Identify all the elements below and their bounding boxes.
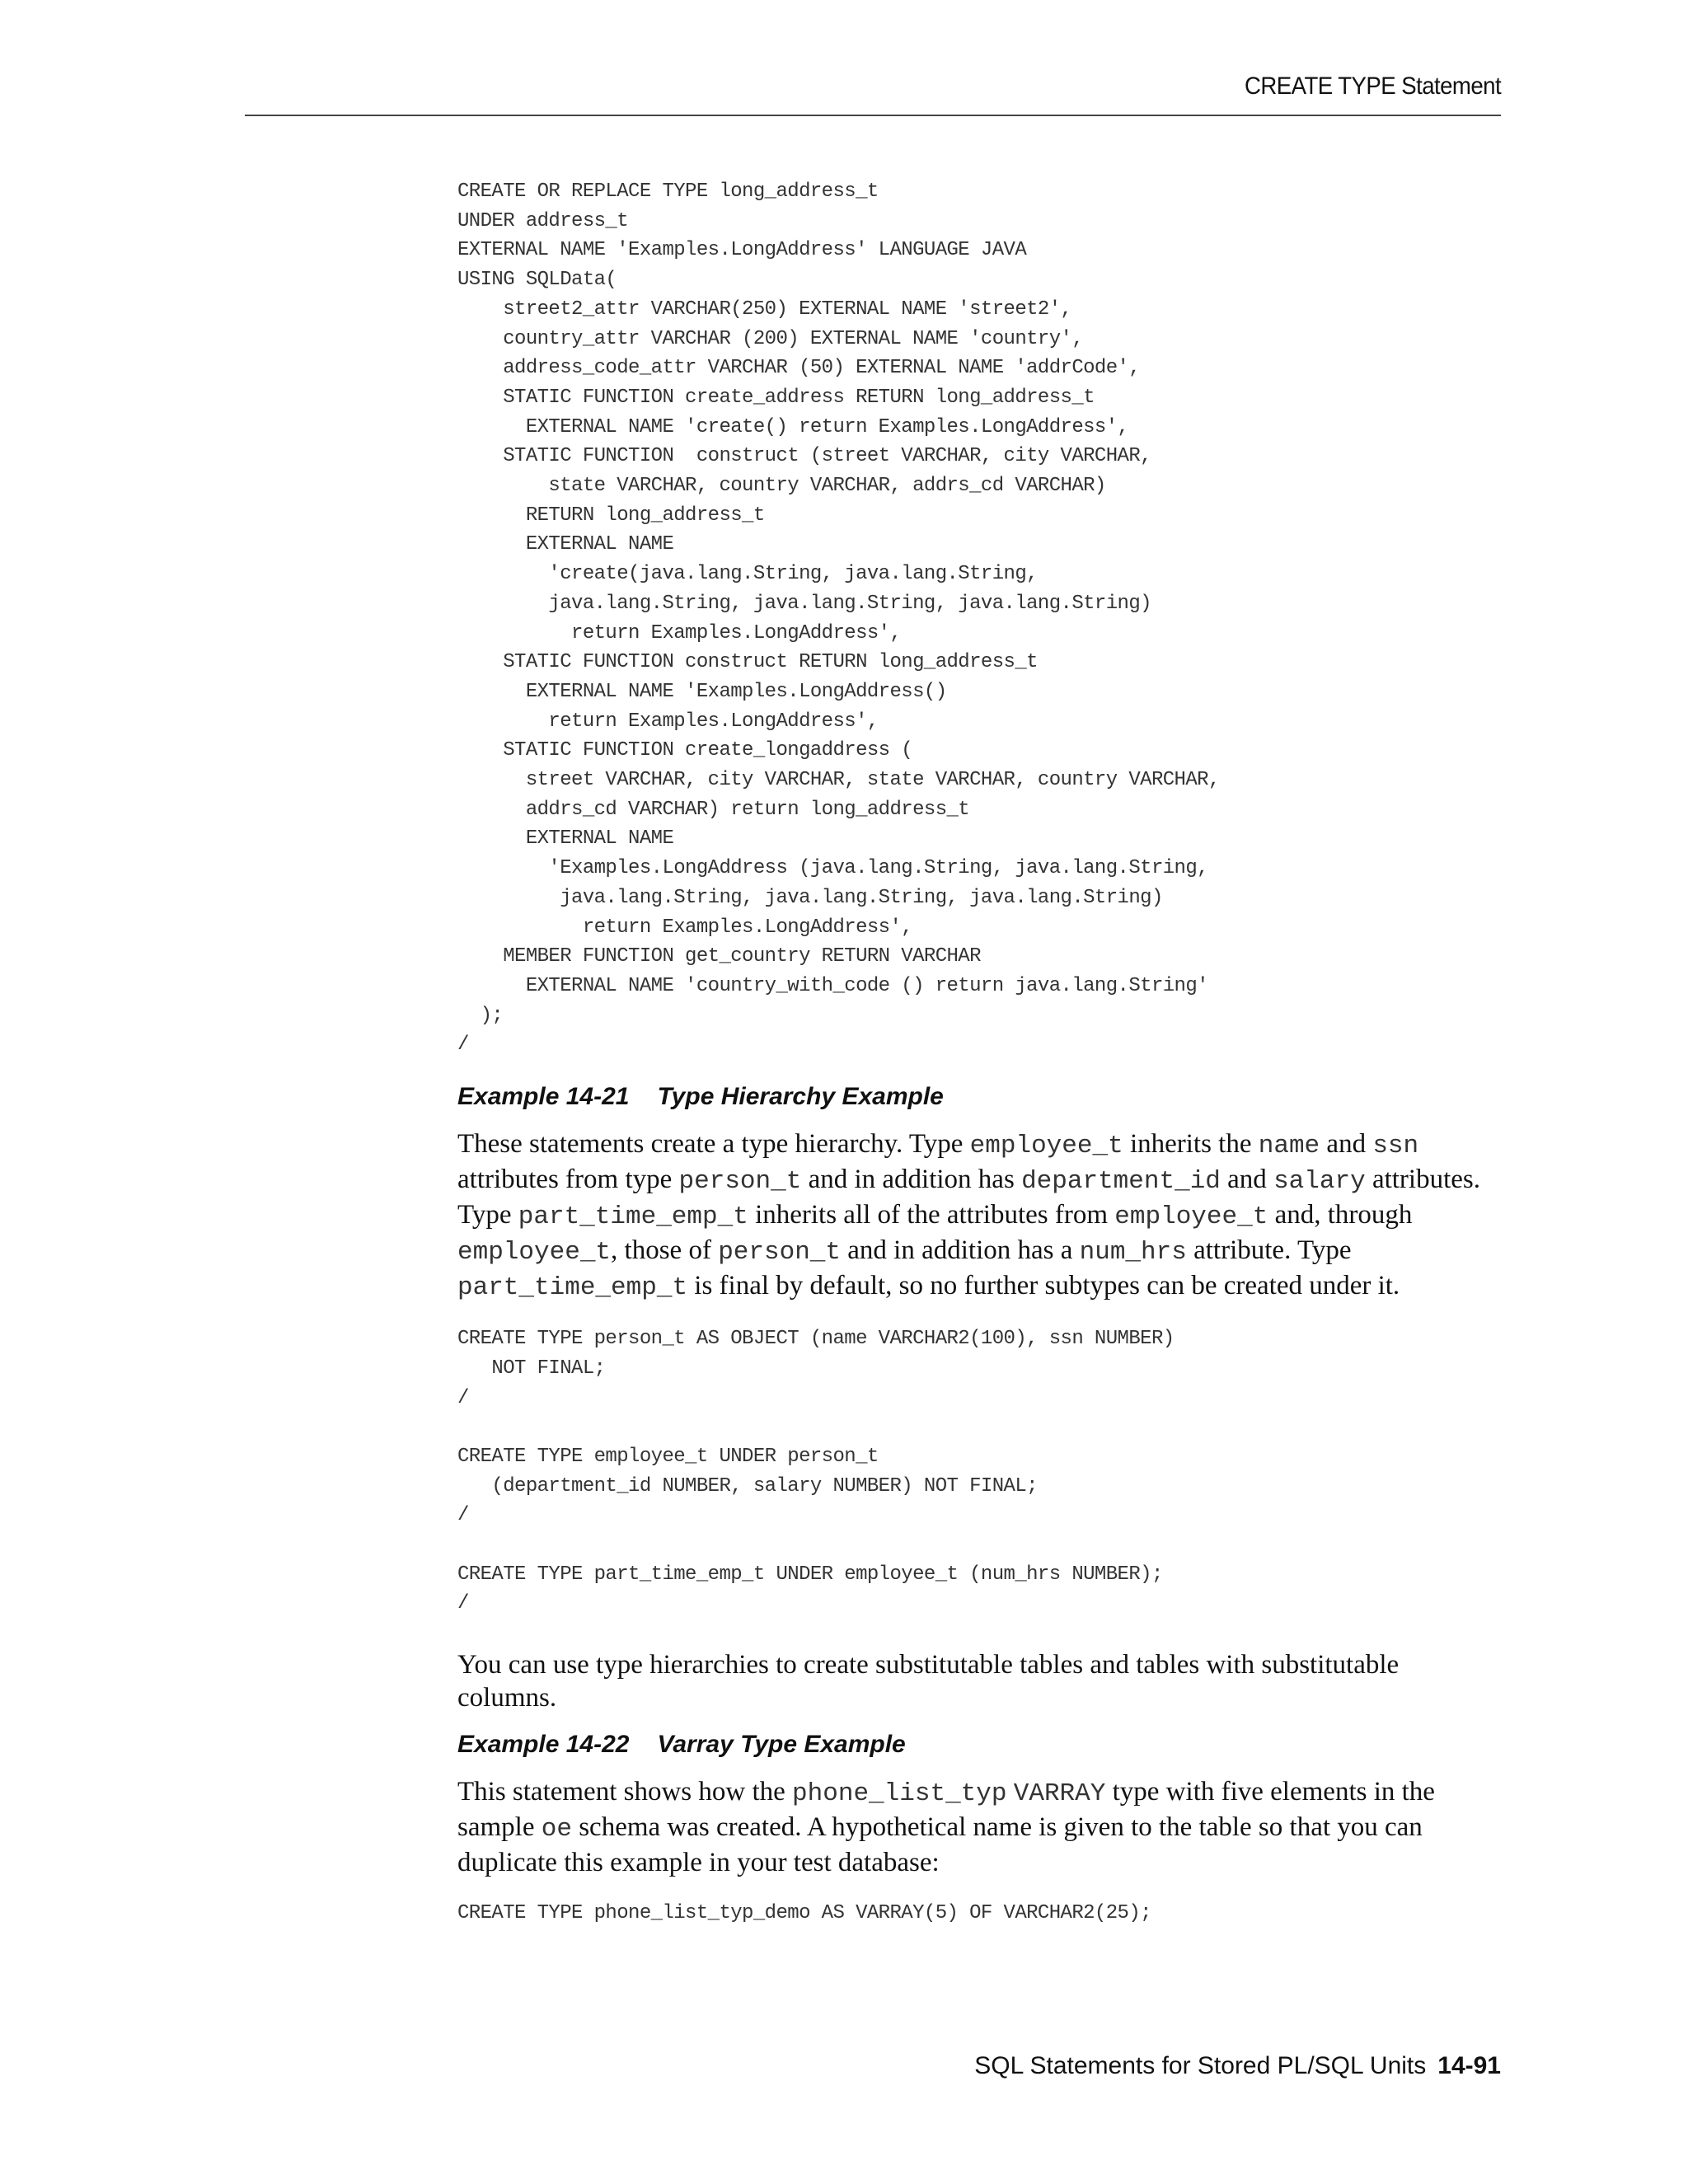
- paragraph-text: [1007, 1777, 1014, 1807]
- example-title-text: Varray Type Example: [657, 1731, 906, 1759]
- footer-book-title: SQL Statements for Stored PL/SQL Units: [974, 2052, 1427, 2079]
- inline-code: part_time_emp_t: [518, 1202, 748, 1232]
- inline-code: VARRAY: [1013, 1779, 1106, 1809]
- substitutable-paragraph: You can use type hierarchies to create substitutable tables and tables with substitutable columns.: [457, 1650, 1400, 1713]
- paragraph-text: and: [1220, 1165, 1274, 1195]
- example-number: Example 14-21: [457, 1083, 630, 1111]
- paragraph-text: schema was created. A hypothetical name is given to the table so that you can duplicate this example in your test database:: [457, 1812, 1423, 1878]
- inline-code: oe: [541, 1815, 572, 1844]
- header-divider: [245, 115, 1501, 116]
- running-header-title: CREATE TYPE Statement: [1244, 73, 1501, 100]
- inline-code: num_hrs: [1079, 1238, 1187, 1268]
- example-14-22-title: [457, 1731, 1529, 1759]
- inline-code: ssn: [1372, 1132, 1419, 1161]
- inline-code: part_time_emp_t: [457, 1273, 688, 1303]
- inline-code: department_id: [1021, 1167, 1221, 1197]
- paragraph-text: is final by default, so no further subtypes can be created under it.: [687, 1271, 1400, 1301]
- example-14-22-paragraph: [457, 1775, 1496, 1879]
- paragraph-text: , those of: [611, 1235, 719, 1266]
- paragraph-text: and: [1320, 1129, 1373, 1160]
- example-title-text: Type Hierarchy Example: [657, 1083, 944, 1111]
- inline-code: name: [1258, 1132, 1320, 1161]
- paragraph-text: This statement shows how the: [457, 1777, 793, 1807]
- paragraph-text: attributes from type: [457, 1165, 679, 1195]
- inline-code: employee_t: [1114, 1202, 1268, 1232]
- paragraph-text: attribute. Type: [1186, 1235, 1352, 1266]
- paragraph-text: type with five elements in the sample: [457, 1777, 1435, 1843]
- example-number: Example 14-22: [457, 1731, 630, 1759]
- page-number: 14-91: [1437, 2052, 1501, 2079]
- inline-code: employee_t: [457, 1238, 612, 1268]
- paragraph-text: and in addition has a: [841, 1235, 1080, 1266]
- paragraph-text: inherits the: [1123, 1129, 1259, 1160]
- example-14-21-title: [457, 1083, 1529, 1111]
- paragraph-text: These statements create a type hierarchy. Type: [457, 1129, 970, 1160]
- code-block-long-address: CREATE OR REPLACE TYPE long_address_t UNDER address_t EXTERNAL NAME 'Examples.LongAddress' LANGUAGE JAVA USING SQLData( street2_attr VARCHAR(250) EXTERNAL NAME 'street2', country_attr VARCHAR (200) EXTERNAL NAME 'country', address_code_attr VARCHAR (50) EXTERNAL NAME 'addrCode', STATIC FUNCTION create_address RETURN long_address_t EXTERNAL NAME 'create() return Examples.LongAddress', STATIC FUNCTION construct (street VARCHAR, city VARCHAR, state VARCHAR, country VARCHAR, addrs_cd VARCHAR) RETURN long_address_t EXTERNAL NAME 'create(java.lang.String, java.lang.String, java.lang.String, java.lang.String, java.lang.String) return Examples.LongAddress', STATIC FUNCTION construct RETURN long_address_t EXTERNAL NAME 'Examples.LongAddress() return Examples.LongAddress', STATIC FUNCTION create_longaddress ( street VARCHAR, city VARCHAR, state VARCHAR, country VARCHAR, addrs_cd VARCHAR) return long_address_t EXTERNAL NAME 'Examples.LongAddress (java.lang.String, java.lang.String, java.lang.String, java.lang.String, java.lang.String) return Examples.LongAddress', MEMBER FUNCTION get_country RETURN VARCHAR EXTERNAL NAME 'country_with_code () return java.lang.String' ); /: [457, 180, 1220, 1057]
- inline-code: salary: [1273, 1167, 1366, 1197]
- inline-code: employee_t: [969, 1132, 1123, 1161]
- inline-code: person_t: [718, 1238, 842, 1268]
- code-block-type-hierarchy: CREATE TYPE person_t AS OBJECT (name VARCHAR2(100), ssn NUMBER) NOT FINAL; / CREATE TYPE employee_t UNDER person_t (department_id NUMBER, salary NUMBER) NOT FINAL; / CREATE TYPE part_time_emp_t UNDER employee_t (num_hrs NUMBER); /: [457, 1328, 1175, 1615]
- page-footer: [974, 2052, 1501, 2080]
- paragraph-text: and in addition has: [801, 1165, 1022, 1195]
- example-14-21-paragraph: [457, 1127, 1496, 1305]
- code-block-varray: CREATE TYPE phone_list_typ_demo AS VARRAY(5) OF VARCHAR2(25);: [457, 1902, 1151, 1925]
- paragraph-text: attributes. Type: [457, 1165, 1480, 1230]
- page-content: [457, 177, 1529, 1929]
- paragraph-text: inherits all of the attributes from: [748, 1200, 1115, 1230]
- inline-code: person_t: [678, 1167, 802, 1197]
- inline-code: phone_list_typ: [792, 1779, 1007, 1809]
- paragraph-text: and, through: [1268, 1200, 1413, 1230]
